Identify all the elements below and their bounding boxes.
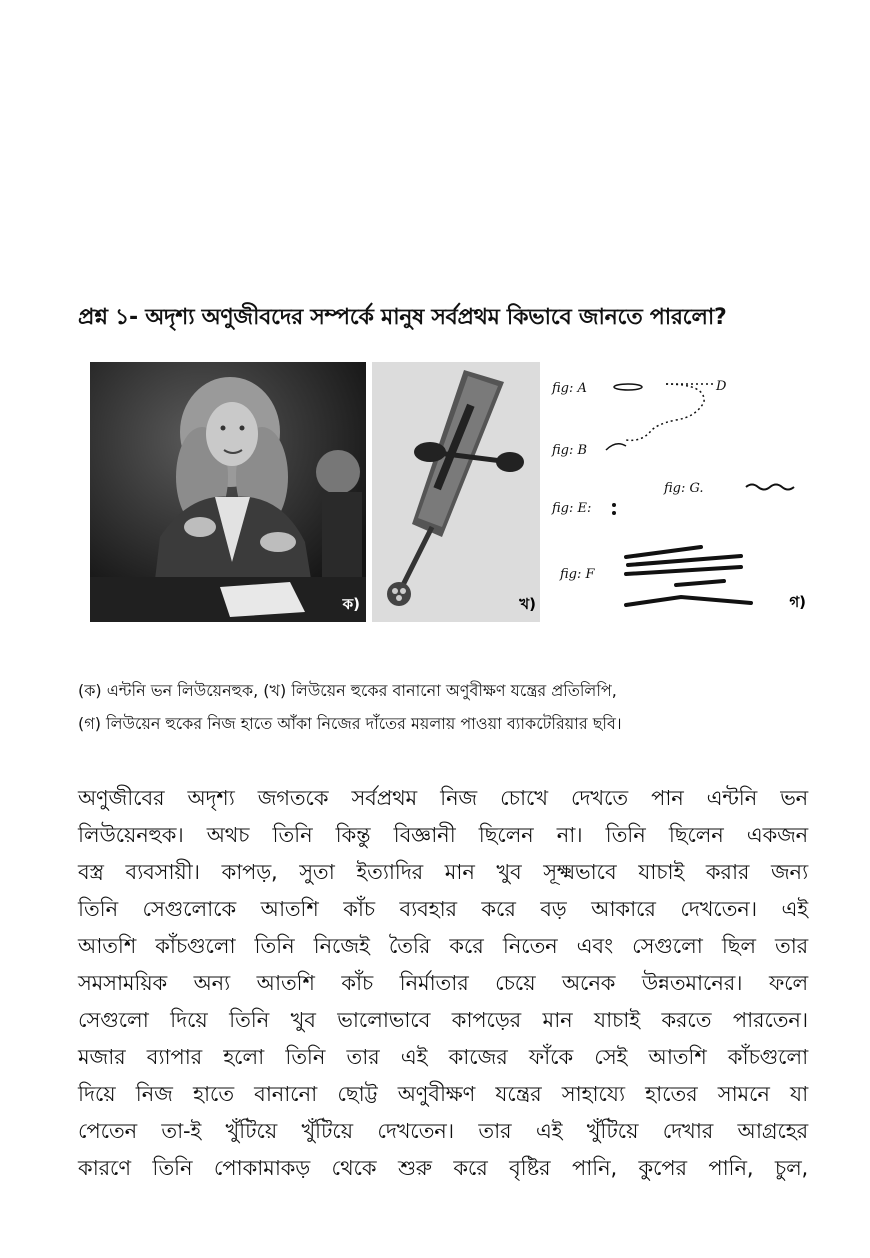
bacteria-sketch xyxy=(546,362,810,622)
body-line: দিয়ে নিজ হাতে বানানো ছোট্ট অণুবীক্ষণ যন্ত্রের সাহায্যে হাতের সামনে যা xyxy=(78,1082,808,1106)
question-heading: প্রশ্ন ১- অদৃশ্য অণুজীবদের সম্পর্কে মানুষ সর্বপ্রথম কিভাবে জানতে পারলো? xyxy=(78,305,727,330)
body-line: বস্ত্র ব্যবসায়ী। কাপড়, সুতা ইত্যাদির মান খুব সূক্ষ্মভাবে যাচাই করার জন্য xyxy=(78,860,808,884)
body-line: পেতেন তা-ই খুঁটিয়ে খুঁটিয়ে দেখতেন। তার এই খুঁটিয়ে দেখার আগ্রহের xyxy=(78,1119,808,1143)
body-line: সেগুলো দিয়ে তিনি খুব ভালোভাবে কাপড়ের মান যাচাই করতে পারতেন। xyxy=(78,1008,808,1032)
fig-label-b: fig: B xyxy=(552,443,588,458)
fig-label-g: fig: G. xyxy=(664,481,704,496)
body-line: সমসাময়িক অন্য আতশি কাঁচ নির্মাতার চেয়ে অনেক উন্নতমানের। ফলে xyxy=(78,971,808,995)
microscope-image xyxy=(372,362,540,622)
body-line: আতশি কাঁচগুলো তিনি নিজেই তৈরি করে নিতেন এবং সেগুলো ছিল তার xyxy=(78,934,808,958)
fig-label-d: D xyxy=(716,379,727,394)
body-line: মজার ব্যাপার হলো তিনি তার এই কাজের ফাঁকে সেই আতশি কাঁচগুলো xyxy=(78,1045,808,1069)
bacteria-drawing xyxy=(546,362,810,622)
microscope-illustration xyxy=(372,362,540,622)
body-line: লিউয়েনহুক। অথচ তিনি কিন্তু বিজ্ঞানী ছিলেন না। তিনি ছিলেন একজন xyxy=(78,823,808,847)
body-line: কারণে তিনি পোকামাকড় থেকে শুরু করে বৃষ্টির পানি, কুপের পানি, চুল, xyxy=(78,1156,808,1180)
body-line: তিনি সেগুলোকে আতশি কাঁচ ব্যবহার করে বড় আকারে দেখতেন। এই xyxy=(78,897,808,921)
fig-label-a: fig: A xyxy=(552,381,587,396)
caption-line-1: (ক) এন্টনি ভন লিউয়েনহুক, (খ) লিউয়েন হুকের বানানো অণুবীক্ষণ যন্ত্রের প্রতিলিপি, xyxy=(78,681,617,700)
fig-label-f: fig: F xyxy=(560,567,595,582)
portrait-image xyxy=(90,362,366,622)
figure-caption xyxy=(78,674,818,740)
panel-label-a: ক) xyxy=(342,595,360,613)
body-paragraph xyxy=(78,780,808,1187)
panel-label-c: গ) xyxy=(789,593,806,611)
body-line: অণুজীবের অদৃশ্য জগতকে সর্বপ্রথম নিজ চোখে দেখতে পান এন্টনি ভন xyxy=(78,786,808,810)
fig-label-e: fig: E: xyxy=(552,501,592,516)
caption-line-2: (গ) লিউয়েন হুকের নিজ হাতে আঁকা নিজের দাঁতের ময়লায় পাওয়া ব্যাকটেরিয়ার ছবি। xyxy=(78,714,622,733)
figure-panels xyxy=(90,362,810,624)
portrait-illustration xyxy=(90,362,366,622)
panel-label-b: খ) xyxy=(519,595,536,613)
